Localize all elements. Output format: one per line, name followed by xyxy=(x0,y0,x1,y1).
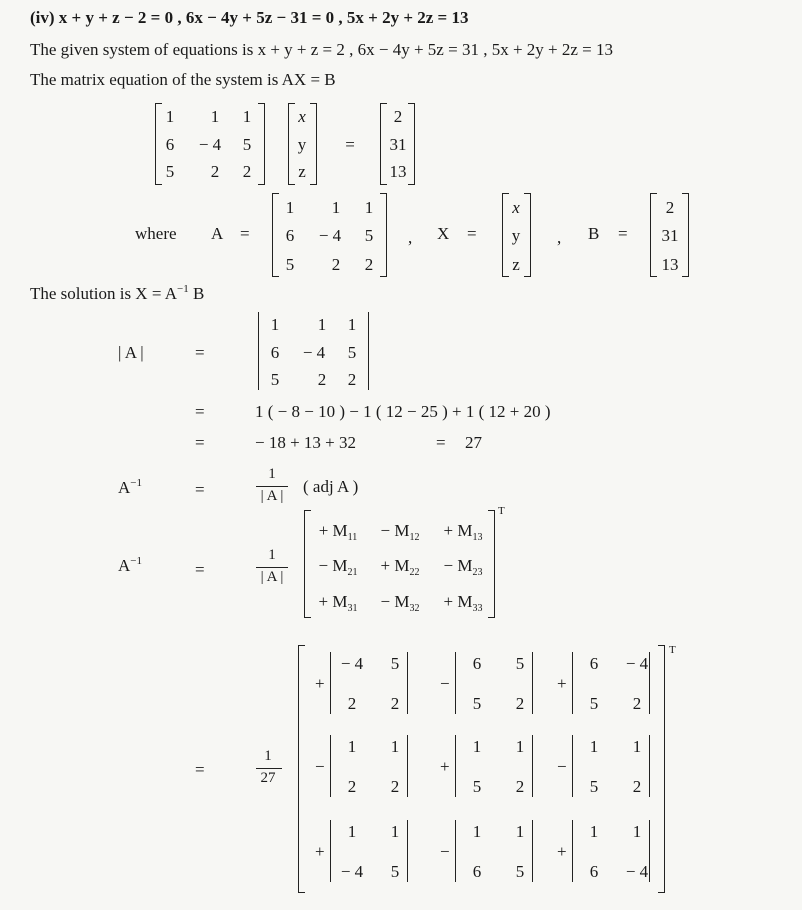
cofactor-M: M xyxy=(332,556,348,575)
vector-cell: x xyxy=(298,107,306,126)
fraction-numerator: 1 xyxy=(268,547,276,563)
cofactor-entry xyxy=(444,521,483,541)
minor-cell: 1 xyxy=(390,737,400,756)
matrix-cell: 5 xyxy=(347,343,357,362)
cofactor-index: 13 xyxy=(472,532,483,543)
inverse-exponent: −1 xyxy=(177,283,189,295)
matrix-equation-statement: The matrix equation of the system is AX = B xyxy=(30,70,336,89)
matrix-cell: 5 xyxy=(242,135,252,154)
matrix-cell: − 4 xyxy=(198,135,222,154)
minor-cell: 1 xyxy=(472,822,482,841)
minor-bar-right xyxy=(407,820,408,882)
matrix-cell: 1 xyxy=(242,107,252,126)
cofactor-index: 23 xyxy=(472,567,483,578)
vector-cell: z xyxy=(298,162,306,181)
equals-sign: = xyxy=(436,433,446,452)
minor-cell: 5 xyxy=(515,862,525,881)
minor-sign: − xyxy=(557,757,567,776)
X-label: X xyxy=(437,224,450,243)
fraction-denominator: | A | xyxy=(260,569,284,585)
minor-sign: + xyxy=(440,757,450,776)
cofactor-sign: − xyxy=(443,556,454,575)
right-bracket xyxy=(408,103,415,185)
matrix-cell: 6 xyxy=(165,135,175,154)
cofactor-sign: + xyxy=(443,592,454,611)
right-bracket xyxy=(658,645,665,893)
minor-cell: − 4 xyxy=(625,654,649,673)
vector-cell: y xyxy=(511,226,521,245)
minor-bar-left xyxy=(330,652,331,714)
minor-bar-right xyxy=(649,652,650,714)
matrix-cell: 6 xyxy=(270,343,280,362)
cofactor-entry xyxy=(381,521,420,541)
minor-cell: 2 xyxy=(390,777,400,796)
minor-cell: 5 xyxy=(472,694,482,713)
equals-sign: = xyxy=(345,135,355,154)
minor-bar-left xyxy=(330,820,331,882)
vector-cell: 2 xyxy=(393,107,403,126)
cofactor-entry xyxy=(381,556,420,576)
sum-line: − 18 + 13 + 32 xyxy=(255,433,357,452)
minor-cell: 1 xyxy=(515,822,525,841)
minor-sign: + xyxy=(557,842,567,861)
cofactor-sign: − xyxy=(380,521,391,540)
cofactor-sign: − xyxy=(380,592,391,611)
left-bracket xyxy=(288,103,295,185)
equals-sign: = xyxy=(195,480,205,499)
cofactor-entry xyxy=(444,556,483,576)
matrix-cell: 2 xyxy=(347,370,357,389)
cofactor-M: M xyxy=(332,521,348,540)
problem-heading: (iv) x + y + z − 2 = 0 , 6x − 4y + 5z − 31 = 0 , 5x + 2y + 2z = 13 xyxy=(30,8,469,27)
minor-bar-right xyxy=(407,652,408,714)
minor-cell: 5 xyxy=(390,862,400,881)
comma: , xyxy=(408,228,413,247)
minor-bar-left xyxy=(572,652,573,714)
minor-cell: 1 xyxy=(472,737,482,756)
det-bar-right xyxy=(368,312,369,390)
vector-cell: 31 xyxy=(389,135,407,154)
minor-cell: 6 xyxy=(589,862,599,881)
equals-sign: = xyxy=(240,224,250,243)
minor-cell: 5 xyxy=(472,777,482,796)
cofactor-entry xyxy=(381,592,420,612)
matrix-cell: 2 xyxy=(242,162,252,181)
detA-label: | A | xyxy=(118,343,144,362)
vector-cell: 13 xyxy=(661,255,679,274)
minor-bar-left xyxy=(455,820,456,882)
solution-statement xyxy=(30,284,204,304)
minor-bar-left xyxy=(572,735,573,797)
system-statement: The given system of equations is x + y + z = 2 , 6x − 4y + 5z = 31 , 5x + 2y + 2z = 13 xyxy=(30,40,613,59)
transpose-mark: T xyxy=(669,644,676,656)
minor-cell: 5 xyxy=(589,694,599,713)
fraction-line xyxy=(256,567,288,568)
matrix-cell: 1 xyxy=(210,107,220,126)
adj-text: ( adj A ) xyxy=(303,477,359,496)
cofactor-M: M xyxy=(457,521,473,540)
fraction-numerator: 1 xyxy=(268,466,276,482)
matrix-cell: 2 xyxy=(317,370,327,389)
cofactor-M: M xyxy=(457,592,473,611)
matrix-cell: 1 xyxy=(165,107,175,126)
minor-bar-left xyxy=(455,652,456,714)
left-bracket xyxy=(650,193,657,277)
cofactor-index: 33 xyxy=(472,603,483,614)
minor-sign: − xyxy=(440,842,450,861)
vector-cell: x xyxy=(512,198,520,217)
det-value: 27 xyxy=(465,433,482,452)
minor-cell: 1 xyxy=(632,737,642,756)
det-bar-left xyxy=(258,312,259,390)
vector-cell: 13 xyxy=(389,162,407,181)
cofactor-M: M xyxy=(394,592,410,611)
minor-cell: 5 xyxy=(515,654,525,673)
fraction-line xyxy=(256,486,288,487)
matrix-cell: 2 xyxy=(331,255,341,274)
minor-cell: − 4 xyxy=(340,862,364,881)
minor-cell: 1 xyxy=(632,822,642,841)
solution-text: The solution is X = A xyxy=(30,284,178,303)
left-bracket xyxy=(502,193,509,277)
matrix-cell: 5 xyxy=(165,162,175,181)
minor-cell: − 4 xyxy=(625,862,649,881)
equals-sign: = xyxy=(467,224,477,243)
minor-cell: 2 xyxy=(347,694,357,713)
Ainv-label: $A^{-1}$ xyxy=(118,555,142,575)
left-bracket xyxy=(272,193,279,277)
cofactor-entry xyxy=(319,521,358,541)
equals-sign: = xyxy=(195,560,205,579)
matrix-cell: 5 xyxy=(285,255,295,274)
minor-sign: + xyxy=(557,674,567,693)
expansion-line: 1 ( − 8 − 10 ) − 1 ( 12 − 25 ) + 1 ( 12 + 20 ) xyxy=(255,402,551,421)
minor-cell: 1 xyxy=(589,822,599,841)
equals-sign: = xyxy=(618,224,628,243)
Ainv-label: $A^{-1}$ xyxy=(118,477,142,497)
matrix-cell: 6 xyxy=(285,226,295,245)
minor-bar-right xyxy=(407,735,408,797)
cofactor-index: 21 xyxy=(347,567,358,578)
minor-bar-right xyxy=(532,652,533,714)
cofactor-index: 22 xyxy=(409,567,420,578)
matrix-cell: 2 xyxy=(210,162,220,181)
cofactor-entry xyxy=(319,592,358,612)
fraction-denominator: 27 xyxy=(260,770,276,786)
right-bracket xyxy=(488,510,495,618)
cofactor-sign: + xyxy=(380,556,391,575)
cofactor-sign: + xyxy=(318,521,329,540)
where-label: where xyxy=(135,224,177,243)
matrix-cell: − 4 xyxy=(302,343,326,362)
minor-cell: 1 xyxy=(347,822,357,841)
transpose-mark: T xyxy=(498,505,505,517)
vector-cell: 2 xyxy=(665,198,675,217)
vector-cell: z xyxy=(512,255,520,274)
minor-bar-right xyxy=(649,735,650,797)
cofactor-sign: + xyxy=(443,521,454,540)
matrix-cell: 1 xyxy=(331,198,341,217)
minor-cell: 2 xyxy=(632,694,642,713)
matrix-cell: 1 xyxy=(285,198,295,217)
minor-cell: 1 xyxy=(390,822,400,841)
left-bracket xyxy=(380,103,387,185)
minor-sign: − xyxy=(315,757,325,776)
B-label: B xyxy=(588,224,600,243)
fraction-denominator: | A | xyxy=(260,488,284,504)
minor-bar-left xyxy=(572,820,573,882)
A-label: A xyxy=(211,224,224,243)
matrix-cell: 1 xyxy=(317,315,327,334)
cofactor-sign: + xyxy=(318,592,329,611)
cofactor-entry xyxy=(444,592,483,612)
fraction-numerator: 1 xyxy=(264,748,272,764)
matrix-cell: 1 xyxy=(270,315,280,334)
minor-bar-right xyxy=(532,820,533,882)
equals-sign: = xyxy=(195,402,205,421)
cofactor-index: 31 xyxy=(347,603,358,614)
equals-sign: = xyxy=(195,433,205,452)
right-bracket xyxy=(380,193,387,277)
fraction-line xyxy=(256,768,282,769)
minor-cell: 2 xyxy=(390,694,400,713)
matrix-cell: 5 xyxy=(270,370,280,389)
minor-bar-right xyxy=(532,735,533,797)
cofactor-index: 32 xyxy=(409,603,420,614)
cofactor-index: 11 xyxy=(347,532,358,543)
minor-sign: + xyxy=(315,674,325,693)
vector-cell: 31 xyxy=(661,226,679,245)
minor-cell: 1 xyxy=(515,737,525,756)
minor-cell: 5 xyxy=(589,777,599,796)
equals-sign: = xyxy=(195,343,205,362)
matrix-cell: − 4 xyxy=(318,226,342,245)
left-bracket xyxy=(298,645,305,893)
minor-cell: 2 xyxy=(515,777,525,796)
vector-cell: y xyxy=(297,135,307,154)
minor-cell: − 4 xyxy=(340,654,364,673)
matrix-cell: 2 xyxy=(364,255,374,274)
minor-cell: 1 xyxy=(347,737,357,756)
comma: , xyxy=(557,228,562,247)
right-bracket xyxy=(258,103,265,185)
left-bracket xyxy=(155,103,162,185)
minor-cell: 6 xyxy=(472,654,482,673)
minor-cell: 5 xyxy=(390,654,400,673)
minor-bar-left xyxy=(455,735,456,797)
minor-bar-left xyxy=(330,735,331,797)
equals-sign: = xyxy=(195,760,205,779)
minor-cell: 2 xyxy=(632,777,642,796)
minor-cell: 2 xyxy=(347,777,357,796)
matrix-cell: 5 xyxy=(364,226,374,245)
cofactor-sign: − xyxy=(318,556,329,575)
minor-sign: + xyxy=(315,842,325,861)
right-bracket xyxy=(682,193,689,277)
solution-tail: B xyxy=(192,284,205,303)
minor-cell: 6 xyxy=(472,862,482,881)
minor-bar-right xyxy=(649,820,650,882)
minor-cell: 6 xyxy=(589,654,599,673)
cofactor-M: M xyxy=(394,556,410,575)
right-bracket xyxy=(310,103,317,185)
left-bracket xyxy=(304,510,311,618)
cofactor-entry xyxy=(319,556,358,576)
matrix-cell: 1 xyxy=(364,198,374,217)
cofactor-M: M xyxy=(457,556,473,575)
cofactor-index: 12 xyxy=(409,532,420,543)
minor-cell: 1 xyxy=(589,737,599,756)
right-bracket xyxy=(524,193,531,277)
cofactor-M: M xyxy=(332,592,348,611)
minor-cell: 2 xyxy=(515,694,525,713)
minor-sign: − xyxy=(440,674,450,693)
matrix-cell: 1 xyxy=(347,315,357,334)
cofactor-M: M xyxy=(394,521,410,540)
